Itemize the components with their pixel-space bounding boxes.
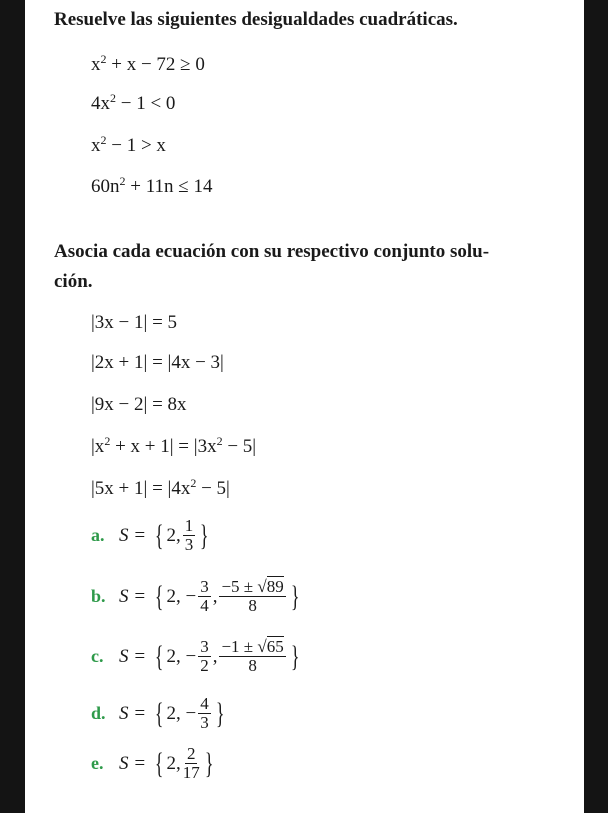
set-brace: } — [290, 579, 300, 613]
math-text: |2x + 1| = |4x − 3| — [91, 352, 224, 373]
math-text: + x + 1| = |3x — [110, 436, 217, 457]
math-text: S = — [119, 585, 147, 607]
option-label: e. — [91, 753, 104, 773]
math-text — [198, 578, 211, 615]
fraction — [183, 517, 196, 554]
math-text: , — [212, 585, 218, 607]
math-text: 2 — [104, 434, 111, 448]
math-text: |x — [91, 436, 105, 457]
math-text: − 1 < 0 — [116, 93, 176, 114]
math-text: 2 — [110, 91, 116, 105]
math-text: − 5| — [196, 478, 230, 499]
math-text — [219, 638, 285, 675]
math-text: 2 — [200, 656, 209, 675]
inequality-3 — [91, 133, 166, 159]
math-text: − 1 > x — [106, 135, 166, 156]
option-e — [91, 745, 216, 782]
math-text — [219, 638, 285, 657]
math-text: 1 — [184, 516, 194, 535]
equation-2 — [91, 350, 224, 376]
math-text: + x − 72 ≥ 0 — [106, 54, 205, 75]
option-b — [91, 578, 302, 615]
math-text: 2, − — [166, 585, 197, 607]
inequality-4 — [91, 174, 212, 200]
set-brace: { — [154, 746, 164, 780]
math-text — [219, 578, 285, 615]
math-text: 8 — [248, 596, 257, 615]
set-brace: { — [154, 518, 164, 552]
set-brace: { — [154, 579, 164, 613]
section2-title-line1: Asocia cada ecuación con su respectivo conjunto solu- — [54, 241, 490, 262]
math-text: 3 — [200, 577, 209, 596]
option-label: a. — [91, 525, 105, 545]
equation-4 — [91, 434, 256, 460]
document-page — [25, 0, 584, 813]
math-text: 3 — [184, 535, 194, 554]
math-text: − 5| — [222, 436, 257, 457]
set-brace: } — [215, 696, 225, 730]
math-text: x — [91, 54, 101, 75]
equation-3 — [91, 392, 187, 418]
set-brace: { — [154, 639, 164, 673]
math-text: 2 — [190, 476, 197, 490]
math-text: + 11n ≤ 14 — [125, 176, 213, 197]
math-text — [219, 578, 285, 597]
math-text: 60n — [91, 176, 120, 197]
math-text: 4 — [200, 596, 209, 615]
math-text — [198, 638, 211, 675]
option-label: c. — [91, 646, 104, 666]
math-text: S = — [119, 752, 147, 774]
math-text: |5x + 1| = |4x — [91, 478, 191, 499]
math-text: 2 — [119, 174, 126, 188]
set-brace: { — [154, 696, 164, 730]
option-label: d. — [91, 703, 106, 723]
math-text: |9x − 2| = 8x — [91, 394, 187, 415]
math-text: S = — [119, 524, 147, 546]
option-c — [91, 638, 302, 675]
math-text — [183, 745, 200, 782]
math-text: 65 — [266, 637, 284, 656]
option-label: b. — [91, 586, 106, 606]
math-text: 2, − — [166, 645, 197, 667]
math-text: |3x − 1| = 5 — [91, 312, 178, 333]
math-text: S = — [119, 645, 147, 667]
math-text — [198, 695, 211, 732]
math-text: −5 ± √ — [221, 577, 267, 596]
option-d — [91, 695, 227, 732]
math-text: 3 — [200, 637, 209, 656]
math-text: 2 — [100, 52, 107, 66]
math-text: 2, — [166, 752, 181, 774]
math-text: x — [91, 135, 101, 156]
math-text: S = — [119, 702, 147, 724]
math-text: −1 ± √ — [221, 637, 267, 656]
equation-1 — [91, 310, 177, 336]
option-a — [91, 517, 212, 554]
equation-5 — [91, 476, 230, 502]
math-text: 3 — [200, 713, 209, 732]
math-text: 4x — [91, 93, 110, 114]
inequality-1 — [91, 52, 205, 78]
set-brace: } — [204, 746, 214, 780]
section1-title: Resuelve las siguientes desigualdades cuadráticas. — [54, 9, 458, 30]
set-brace: } — [200, 518, 209, 552]
math-text: 89 — [266, 577, 284, 596]
math-text: 8 — [248, 656, 257, 675]
math-text: 17 — [182, 763, 200, 782]
math-text: 2 — [216, 434, 223, 448]
section2-title-line2: ción. — [54, 271, 93, 292]
math-text: 2, − — [166, 702, 197, 724]
math-text: 2 — [100, 133, 107, 147]
math-text: 2, — [166, 524, 181, 546]
math-text: 4 — [200, 694, 209, 713]
inequality-2 — [91, 91, 175, 117]
math-text: , — [212, 645, 218, 667]
set-brace: } — [290, 639, 300, 673]
math-text: 2 — [186, 744, 196, 763]
